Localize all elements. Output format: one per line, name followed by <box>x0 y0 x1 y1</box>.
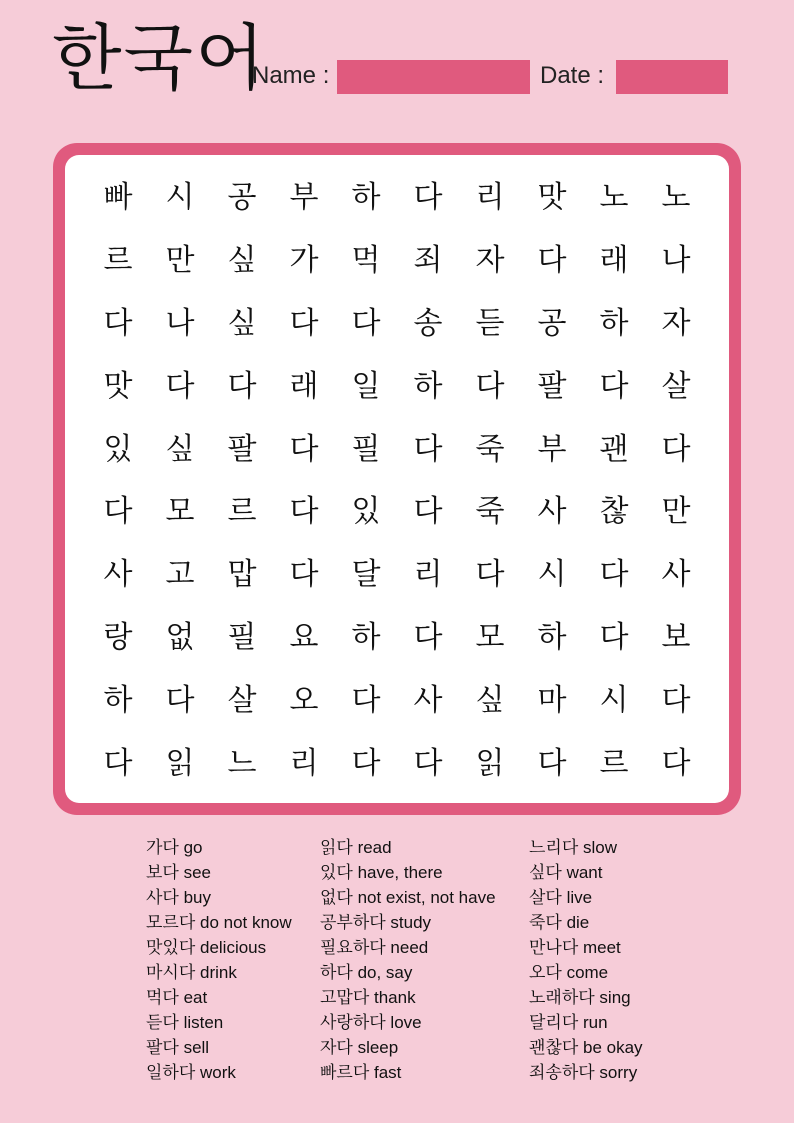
grid-cell[interactable]: 다 <box>599 368 629 404</box>
grid-cell[interactable]: 다 <box>289 494 319 530</box>
grid-cell[interactable]: 살 <box>227 682 257 718</box>
vocab-item: 만나다 meet <box>529 938 621 957</box>
grid-cell[interactable]: 시 <box>599 682 629 718</box>
grid-cell[interactable]: 다 <box>413 619 443 655</box>
vocab-item: 마시다 drink <box>146 963 237 982</box>
grid-cell[interactable]: 노 <box>661 180 691 216</box>
grid-cell[interactable]: 리 <box>413 557 443 593</box>
grid-cell[interactable]: 요 <box>289 619 319 655</box>
vocab-item: 가다 go <box>146 838 203 857</box>
grid-cell[interactable]: 다 <box>661 745 691 781</box>
grid-cell[interactable]: 가 <box>289 243 319 279</box>
grid-cell[interactable]: 괜 <box>599 431 629 467</box>
grid-cell[interactable]: 다 <box>227 368 257 404</box>
grid-cell[interactable]: 있 <box>103 431 133 467</box>
grid-cell[interactable]: 다 <box>289 305 319 341</box>
vocab-item: 팔다 sell <box>146 1038 210 1057</box>
vocab-item: 괜찮다 be okay <box>529 1038 643 1057</box>
grid-cell[interactable]: 다 <box>289 431 319 467</box>
grid-cell[interactable]: 송 <box>413 305 443 341</box>
grid-cell[interactable]: 자 <box>475 243 505 279</box>
worksheet-title: 한국어 <box>52 16 267 100</box>
grid-cell[interactable]: 필 <box>227 619 257 655</box>
vocab-item: 오다 come <box>529 963 609 982</box>
vocab-item: 고맙다 thank <box>320 988 416 1007</box>
grid-cell[interactable]: 다 <box>413 745 443 781</box>
grid-cell[interactable]: 다 <box>351 682 381 718</box>
vocab-item: 싶다 want <box>529 863 603 882</box>
grid-cell[interactable]: 팔 <box>537 368 567 404</box>
grid-cell[interactable]: 다 <box>289 557 319 593</box>
vocab-item: 공부하다 study <box>320 913 432 932</box>
grid-cell[interactable]: 다 <box>351 745 381 781</box>
grid-cell[interactable]: 래 <box>289 368 319 404</box>
grid-cell[interactable]: 싶 <box>475 682 505 718</box>
vocab-item: 느리다 slow <box>529 838 617 857</box>
grid-cell[interactable]: 다 <box>165 368 195 404</box>
grid-cell[interactable]: 공 <box>537 305 567 341</box>
grid-cell[interactable]: 없 <box>165 619 195 655</box>
grid-cell[interactable]: 고 <box>165 557 195 593</box>
vocab-item: 달리다 run <box>529 1013 608 1032</box>
grid-cell[interactable]: 래 <box>599 243 629 279</box>
grid-cell[interactable]: 사 <box>413 682 443 718</box>
grid-cell[interactable]: 모 <box>475 619 505 655</box>
grid-cell[interactable]: 다 <box>103 305 133 341</box>
vocab-column-2 <box>320 835 496 1085</box>
grid-cell[interactable]: 필 <box>351 431 381 467</box>
grid-cell[interactable]: 다 <box>165 682 195 718</box>
grid-cell[interactable]: 하 <box>413 368 443 404</box>
grid-cell[interactable]: 죽 <box>475 494 505 530</box>
grid-cell[interactable]: 부 <box>537 431 567 467</box>
grid-cell[interactable]: 죄 <box>413 243 443 279</box>
vocab-item: 보다 see <box>146 863 211 882</box>
grid-cell[interactable]: 시 <box>165 180 195 216</box>
grid-cell[interactable]: 느 <box>227 745 257 781</box>
grid-cell[interactable]: 르 <box>103 243 133 279</box>
grid-cell[interactable]: 마 <box>537 682 567 718</box>
grid-cell[interactable]: 빠 <box>103 180 133 216</box>
grid-cell[interactable]: 랑 <box>103 619 133 655</box>
grid-cell[interactable]: 맛 <box>537 180 567 216</box>
vocab-item: 죽다 die <box>529 913 590 932</box>
vocab-item: 사랑하다 love <box>320 1013 422 1032</box>
name-label: Name : <box>252 62 330 89</box>
grid-cell[interactable]: 다 <box>661 431 691 467</box>
grid-cell[interactable]: 죽 <box>475 431 505 467</box>
grid-cell[interactable]: 시 <box>537 557 567 593</box>
grid-cell[interactable]: 리 <box>289 745 319 781</box>
vocab-item: 죄송하다 sorry <box>529 1063 638 1082</box>
grid-cell[interactable]: 싶 <box>227 243 257 279</box>
grid-cell[interactable]: 다 <box>537 243 567 279</box>
grid-cell[interactable]: 나 <box>165 305 195 341</box>
vocab-item: 하다 do, say <box>320 963 413 982</box>
grid-cell[interactable]: 다 <box>103 745 133 781</box>
grid-cell[interactable]: 하 <box>103 682 133 718</box>
vocab-item: 읽다 read <box>320 838 392 857</box>
grid-cell[interactable]: 맛 <box>103 368 133 404</box>
grid-cell[interactable]: 하 <box>537 619 567 655</box>
grid-cell[interactable]: 공 <box>227 180 257 216</box>
grid-cell[interactable]: 다 <box>475 557 505 593</box>
date-input[interactable] <box>616 60 728 94</box>
grid-cell[interactable]: 다 <box>661 682 691 718</box>
grid-cell[interactable]: 하 <box>351 619 381 655</box>
vocab-item: 있다 have, there <box>320 863 443 882</box>
grid-cell[interactable]: 만 <box>661 494 691 530</box>
grid-cell[interactable]: 르 <box>599 745 629 781</box>
grid-cell[interactable]: 르 <box>227 494 257 530</box>
grid-cell[interactable]: 찮 <box>599 494 629 530</box>
grid-cell[interactable]: 다 <box>413 431 443 467</box>
word-search-frame <box>53 143 741 815</box>
date-label: Date : <box>540 62 605 89</box>
vocab-item: 필요하다 need <box>320 938 429 957</box>
grid-cell[interactable]: 싶 <box>227 305 257 341</box>
vocab-item: 사다 buy <box>146 888 211 907</box>
grid-cell[interactable]: 다 <box>413 180 443 216</box>
grid-cell[interactable]: 읽 <box>475 745 505 781</box>
vocab-item: 모르다 do not know <box>146 913 292 932</box>
grid-cell[interactable]: 있 <box>351 494 381 530</box>
grid-cell[interactable]: 팔 <box>227 431 257 467</box>
vocab-item: 빠르다 fast <box>320 1063 402 1082</box>
word-search-grid <box>65 155 729 803</box>
grid-cell[interactable]: 나 <box>661 243 691 279</box>
grid-cell[interactable]: 만 <box>165 243 195 279</box>
grid-cell[interactable]: 다 <box>351 305 381 341</box>
grid-cell[interactable]: 싶 <box>165 431 195 467</box>
vocab-item: 노래하다 sing <box>529 988 631 1007</box>
grid-cell[interactable]: 모 <box>165 494 195 530</box>
grid-cell[interactable]: 다 <box>599 619 629 655</box>
grid-cell[interactable]: 다 <box>475 368 505 404</box>
grid-cell[interactable]: 노 <box>599 180 629 216</box>
vocab-item: 일하다 work <box>146 1063 236 1082</box>
grid-cell[interactable]: 오 <box>289 682 319 718</box>
grid-cell[interactable]: 사 <box>661 557 691 593</box>
vocab-item: 자다 sleep <box>320 1038 399 1057</box>
grid-cell[interactable]: 먹 <box>351 243 381 279</box>
grid-cell[interactable]: 맙 <box>227 557 257 593</box>
grid-cell[interactable]: 듣 <box>475 305 505 341</box>
grid-cell[interactable]: 살 <box>661 368 691 404</box>
grid-cell[interactable]: 다 <box>537 745 567 781</box>
grid-cell[interactable]: 사 <box>537 494 567 530</box>
grid-cell[interactable]: 리 <box>475 180 505 216</box>
grid-cell[interactable]: 일 <box>351 368 381 404</box>
vocab-item: 듣다 listen <box>146 1013 224 1032</box>
grid-cell[interactable]: 자 <box>661 305 691 341</box>
grid-cell[interactable]: 하 <box>351 180 381 216</box>
name-input[interactable] <box>337 60 530 94</box>
vocab-column-3 <box>529 835 643 1085</box>
vocab-item: 없다 not exist, not have <box>320 888 496 907</box>
grid-cell[interactable]: 다 <box>413 494 443 530</box>
grid-cell[interactable]: 다 <box>599 557 629 593</box>
grid-cell[interactable]: 읽 <box>165 745 195 781</box>
grid-cell[interactable]: 다 <box>103 494 133 530</box>
vocab-column-1 <box>146 835 292 1085</box>
grid-cell[interactable]: 달 <box>351 557 381 593</box>
grid-cell[interactable]: 보 <box>661 619 691 655</box>
vocab-item: 먹다 eat <box>146 988 208 1007</box>
vocab-item: 살다 live <box>529 888 593 907</box>
grid-cell[interactable]: 부 <box>289 180 319 216</box>
grid-cell[interactable]: 사 <box>103 557 133 593</box>
grid-cell[interactable]: 하 <box>599 305 629 341</box>
vocab-item: 맛있다 delicious <box>146 938 267 957</box>
